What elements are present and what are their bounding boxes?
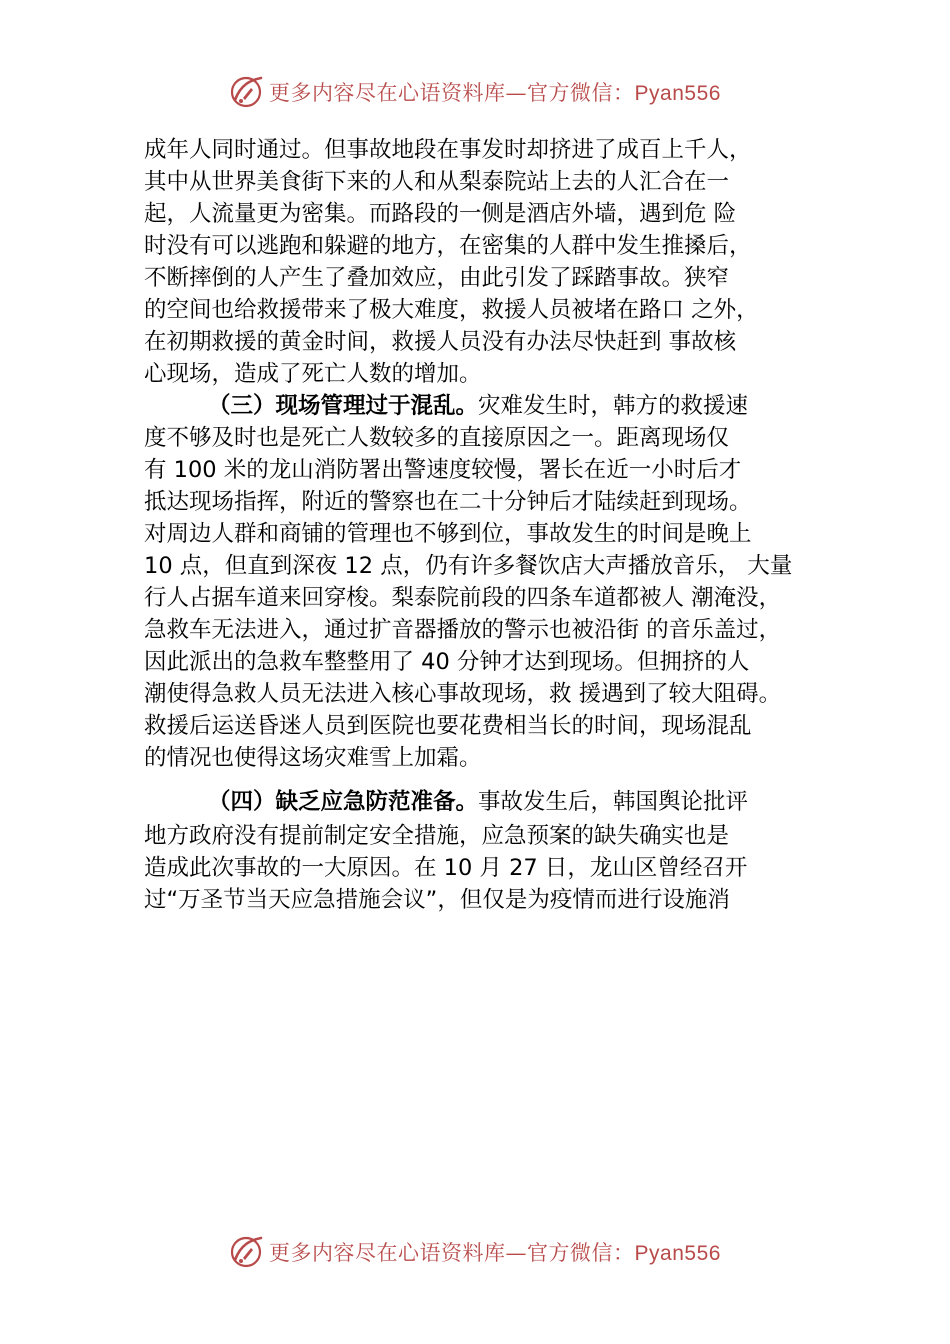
watermark-header bbox=[0, 72, 950, 112]
text-line: 成年人同时通过。但事故地段在事发时却挤进了成百上千人， bbox=[144, 137, 752, 163]
text-line: 时没有可以逃跑和躲避的地方，在密集的人群中发生推搡后， bbox=[144, 233, 752, 259]
text-line: 起，人流量更为密集。而路段的一侧是酒店外墙，遇到危 险 bbox=[144, 201, 737, 227]
watermark-footer bbox=[0, 1232, 950, 1272]
text-line: 过“万圣节当天应急措施会议”，但仅是为疫情而进行设施消 bbox=[144, 887, 730, 913]
section-heading: （三）现场管理过于混乱。 bbox=[208, 393, 479, 419]
brush-logo-icon bbox=[229, 1234, 265, 1270]
text-line: 地方政府没有提前制定安全措施，应急预案的缺失确实也是 bbox=[144, 823, 730, 849]
paragraph-first-line bbox=[208, 786, 748, 818]
text-line: 不断摔倒的人产生了叠加效应，由此引发了踩踏事故。狭窄 bbox=[144, 265, 730, 291]
watermark-wechat-id: Pyan556 bbox=[634, 82, 721, 105]
text-line: 造成此次事故的一大原因。在 10 月 27 日，龙山区曾经召开 bbox=[144, 855, 748, 881]
text-line: 的空间也给救援带来了极大难度，救援人员被堵在路口 之外， bbox=[144, 297, 759, 323]
section-heading: （四）缺乏应急防范准备。 bbox=[208, 789, 479, 815]
text-line: 有 100 米的龙山消防署出警速度较慢，署长在近一小时后才 bbox=[144, 457, 742, 483]
text-line: 其中从世界美食街下来的人和从梨泰院站上去的人汇合在一 bbox=[144, 169, 730, 195]
text-line: 抵达现场指挥，附近的警察也在二十分钟后才陆续赶到现场。 bbox=[144, 489, 752, 515]
text-line: 潮使得急救人员无法进入核心事故现场，救 援遇到了较大阻碍。 bbox=[144, 681, 782, 707]
brush-logo-icon bbox=[229, 74, 265, 110]
text-line: 度不够及时也是死亡人数较多的直接原因之一。距离现场仅 bbox=[144, 425, 730, 451]
watermark-text: 更多内容尽在心语资料库—官方微信：Pyan556 bbox=[269, 1241, 721, 1265]
text-line: 急救车无法进入，通过扩音器播放的警示也被沿街 的音乐盖过， bbox=[144, 617, 782, 643]
text-line: 对周边人群和商铺的管理也不够到位，事故发生的时间是晚上 bbox=[144, 521, 752, 547]
text-line: 因此派出的急救车整整用了 40 分钟才达到现场。但拥挤的人 bbox=[144, 649, 750, 675]
text-line: 在初期救援的黄金时间，救援人员没有办法尽快赶到 事故核 bbox=[144, 329, 737, 355]
text-line-rest: 事故发生后，韩国舆论批评 bbox=[478, 789, 749, 815]
text-line: 10 点，但直到深夜 12 点，仍有许多餐饮店大声播放音乐， 大量 bbox=[144, 553, 793, 579]
text-line: 的情况也使得这场灾难雪上加霜。 bbox=[144, 745, 482, 771]
paragraph-first-line bbox=[208, 390, 748, 422]
text-line: 行人占据车道来回穿梭。梨泰院前段的四条车道都被人 潮淹没， bbox=[144, 585, 782, 611]
watermark-text: 更多内容尽在心语资料库—官方微信：Pyan556 bbox=[269, 81, 721, 105]
watermark-wechat-id: Pyan556 bbox=[634, 1242, 721, 1265]
text-line: 救援后运送昏迷人员到医院也要花费相当长的时间，现场混乱 bbox=[144, 713, 752, 739]
text-line-rest: 灾难发生时，韩方的救援速 bbox=[478, 393, 749, 419]
text-line: 心现场，造成了死亡人数的增加。 bbox=[144, 361, 482, 387]
